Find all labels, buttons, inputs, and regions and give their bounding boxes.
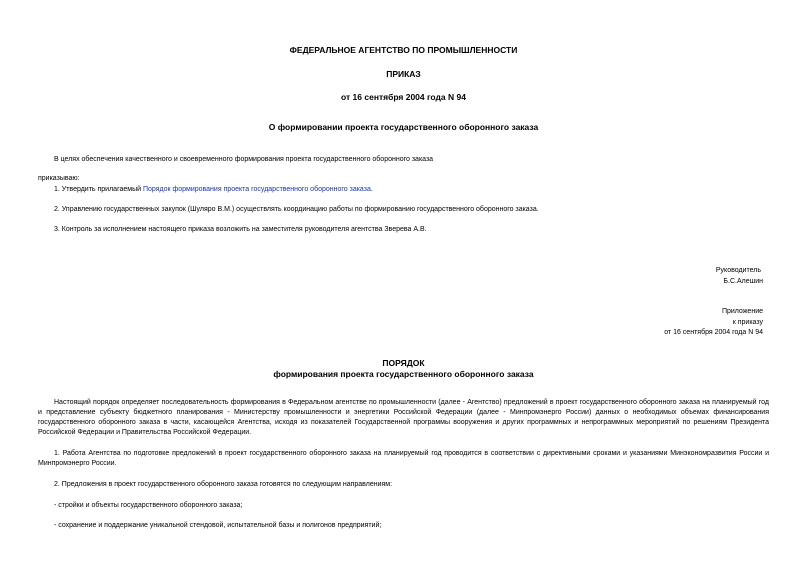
procedure-item-2: 2. Предложения в проект государственного оборонного заказа готовятся по следующим направлениям: bbox=[54, 481, 393, 488]
procedure-preamble: Настоящий порядок определяет последовательность формирования в Федеральном агентстве по промышленности (далее - Агентство) предложений в проект государственного оборонного заказа на планируемый год и представление субъекту бюджетного планирования - Министерству промышленности и энергетики Российской Федерации (далее - Минпромэнерго России) данных о необходимых объемах финансирования государственного оборонного заказа в части, касающейся Агентства, исходя из показателей Государственной программы вооружения и других программных и непрограммных мероприятий по решениям Президента Российской Федерации и Правительства Российской Федерации. bbox=[38, 399, 769, 436]
appendix-ref: к приказу bbox=[732, 319, 763, 326]
item-3: 3. Контроль за исполнением настоящего приказа возложить на заместителя руководителя агентства Зверева А.В. bbox=[54, 226, 427, 233]
signature-name: Б.С.Алешин bbox=[723, 278, 763, 285]
appendix-label: Приложение bbox=[721, 308, 763, 315]
agency-title: ФЕДЕРАЛЬНОЕ АГЕНТСТВО ПО ПРОМЫШЛЕННОСТИ bbox=[289, 45, 518, 55]
item-1-suffix: . bbox=[370, 186, 373, 193]
doc-type: ПРИКАЗ bbox=[386, 69, 421, 79]
item-1 bbox=[54, 185, 373, 195]
procedure-title: ПОРЯДОК bbox=[382, 358, 425, 368]
order-word: приказываю: bbox=[38, 175, 80, 182]
procedure-subtitle: формирования проекта государственного оборонного заказа bbox=[273, 369, 534, 379]
item-1-prefix: 1. Утвердить прилагаемый bbox=[54, 186, 143, 193]
order-subject: О формировании проекта государственного оборонного заказа bbox=[268, 122, 539, 132]
procedure-item-1: 1. Работа Агентства по подготовке предложений в проект государственного оборонного заказа на планируемый год проводится в соответствии с директивными сроками и указаниями Минэкономразвития России и Минпромэнерго России. bbox=[38, 450, 769, 467]
procedure-link[interactable]: Порядок формирования проекта государственного оборонного заказа bbox=[142, 186, 371, 193]
procedure-bullet-2: - сохранение и поддержание уникальной стендовой, испытательной базы и полигонов предприятий; bbox=[54, 522, 382, 529]
signature-title: Руководитель bbox=[715, 267, 761, 274]
intro-text: В целях обеспечения качественного и своевременного формирования проекта государственного оборонного заказа bbox=[54, 156, 434, 163]
item-2: 2. Управлению государственных закупок (Шуляро В.М.) осуществлять координацию работы по формированию государственного оборонного заказа. bbox=[54, 206, 539, 213]
date-number: от 16 сентября 2004 года N 94 bbox=[341, 92, 466, 102]
procedure-bullet-1: - стройки и объекты государственного оборонного заказа; bbox=[54, 502, 243, 509]
appendix-date: от 16 сентября 2004 года N 94 bbox=[664, 329, 763, 336]
